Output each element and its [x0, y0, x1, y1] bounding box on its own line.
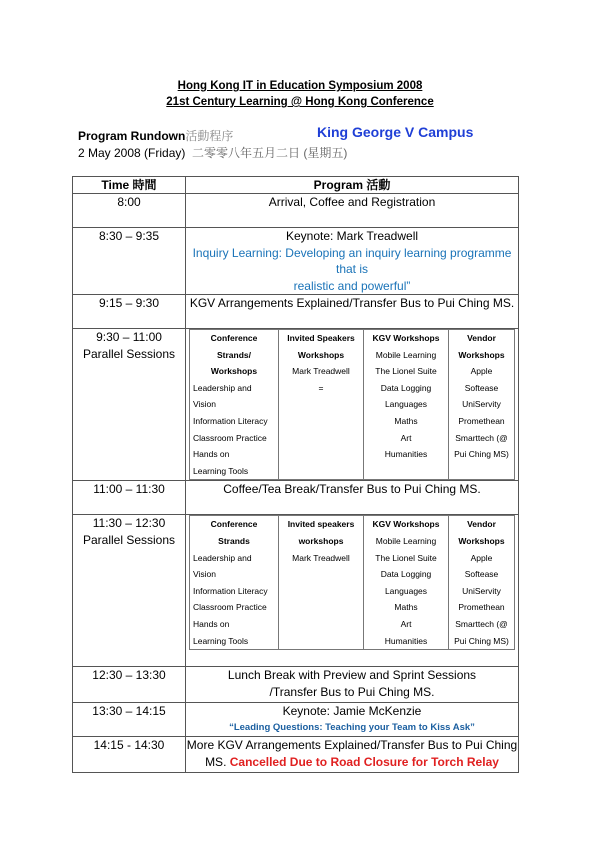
- list-item: Information Literacy: [193, 415, 268, 426]
- list-item: Humanities: [384, 449, 428, 460]
- row-time: 13:30 – 14:15: [73, 703, 186, 737]
- col-heading: Workshops: [458, 349, 505, 360]
- list-item: Languages: [384, 399, 428, 410]
- list-item: Humanities: [384, 635, 428, 646]
- parallel-sessions-cell: [186, 329, 519, 481]
- list-item: Languages: [384, 585, 428, 596]
- table-row: [73, 329, 519, 481]
- list-item: Smarttech (@: [455, 432, 508, 443]
- row-time: 12:30 – 13:30: [73, 667, 186, 703]
- list-item: UniServity: [462, 585, 501, 596]
- row-program: Coffee/Tea Break/Transfer Bus to Pui Ching MS.: [186, 481, 519, 515]
- lunch-line2: /Transfer Bus to Pui Ching MS.: [269, 684, 435, 699]
- session-time: 11:30 – 12:30: [92, 516, 166, 531]
- list-item: =: [318, 382, 324, 393]
- conference-strands-col: [190, 330, 279, 480]
- row-time: [73, 329, 186, 481]
- conference-title: 21st Century Learning @ Hong Kong Conference: [166, 96, 434, 108]
- table-row: [73, 737, 519, 773]
- list-item: Vision: [193, 399, 216, 410]
- row-time: 8:30 – 9:35: [73, 228, 186, 295]
- col-heading: workshops: [298, 535, 344, 546]
- row-time: 14:15 - 14:30: [73, 737, 186, 773]
- list-item: Pui Ching MS): [454, 449, 509, 460]
- list-item: Apple: [470, 552, 493, 563]
- sessions-row: [190, 330, 515, 480]
- list-item: Learning Tools: [193, 465, 249, 476]
- vendor-workshops-col: [449, 516, 515, 650]
- row-time: 11:00 – 11:30: [73, 481, 186, 515]
- col-heading: KGV Workshops: [372, 333, 440, 343]
- list-item: Hands on: [193, 449, 230, 460]
- lunch-line1: Lunch Break with Preview and Sprint Sessions: [227, 668, 477, 683]
- row-time: 8:00: [73, 194, 186, 228]
- table-header-row: [73, 177, 519, 194]
- row-program: KGV Arrangements Explained/Transfer Bus to Pui Ching MS.: [186, 295, 519, 329]
- keynote-subtitle: “Leading Questions: Teaching your Team to Kiss Ask”: [229, 721, 475, 733]
- table-row: [73, 228, 519, 295]
- session-label: Parallel Sessions: [82, 532, 176, 547]
- session-time: 9:30 – 11:00: [96, 330, 162, 344]
- list-item: Promethean: [458, 602, 505, 613]
- table-row: [73, 667, 519, 703]
- campus-name: King George V Campus: [317, 124, 474, 140]
- table-row: [73, 194, 519, 228]
- keynote-title: Keynote: Mark Treadwell: [285, 229, 419, 243]
- list-item: Apple: [470, 366, 493, 377]
- keynote-subtitle-line1: Inquiry Learning: Developing an inquiry learning programme that is: [192, 245, 512, 276]
- list-item: Art: [400, 618, 412, 629]
- list-item: The Lionel Suite: [375, 366, 437, 377]
- col-heading: Vendor: [467, 519, 496, 530]
- list-item: Classroom Practice: [193, 432, 267, 443]
- event-date: [78, 144, 347, 161]
- list-item: Promethean: [458, 415, 505, 426]
- date-cjk: 二零零八年五月二日: [192, 146, 301, 160]
- list-item: The Lionel Suite: [375, 552, 437, 563]
- list-item: Smarttech (@: [455, 618, 508, 629]
- col-heading: Conference: [210, 333, 258, 343]
- list-item: Maths: [394, 602, 418, 613]
- list-item: Pui Ching MS): [454, 635, 509, 646]
- table-row: [73, 295, 519, 329]
- cancellation-notice: Cancelled Due to Road Closure for Torch Relay: [229, 754, 499, 769]
- row-time: [73, 515, 186, 667]
- list-item: Softease: [464, 569, 499, 580]
- list-item: Leadership and: [193, 382, 252, 393]
- row-program: [186, 228, 519, 295]
- col-heading: Vendor: [467, 333, 496, 343]
- kgv-workshops-col: [364, 516, 449, 650]
- list-item: Information Literacy: [193, 585, 268, 596]
- list-item: Data Logging: [380, 382, 432, 393]
- list-item: Data Logging: [380, 569, 432, 580]
- list-item: UniServity: [462, 399, 501, 410]
- col-heading: KGV Workshops: [372, 519, 440, 530]
- col-heading: Workshops: [297, 349, 345, 360]
- symposium-title: Hong Kong IT in Education Symposium 2008: [177, 80, 423, 92]
- list-item: Classroom Practice: [193, 602, 267, 613]
- col-heading: Strands/: [216, 349, 251, 360]
- col-heading: Conference: [210, 519, 258, 530]
- col-heading: Workshops: [458, 535, 505, 546]
- table-row: [73, 703, 519, 737]
- list-item: Art: [400, 432, 412, 443]
- parallel-sessions-table: [189, 329, 515, 480]
- arrangements-ms: MS.: [205, 754, 227, 769]
- table-row: [73, 515, 519, 667]
- conference-strands-col: [190, 516, 279, 650]
- header-time: Time 時間: [73, 177, 186, 194]
- parallel-sessions-cell: [186, 515, 519, 667]
- keynote-title: Keynote: Jamie McKenzie: [282, 704, 422, 719]
- col-heading: Workshops: [210, 366, 258, 377]
- vendor-workshops-col: [449, 330, 515, 480]
- arrangements-line1: More KGV Arrangements Explained/Transfer Bus to Pui Ching: [186, 738, 518, 753]
- schedule-table: [72, 176, 519, 773]
- rundown-en: Program Rundown: [78, 129, 186, 143]
- session-label: Parallel Sessions: [82, 346, 176, 361]
- list-item: Learning Tools: [193, 635, 249, 646]
- rundown-cjk: 活動程序: [185, 129, 234, 143]
- list-item: Leadership and: [193, 552, 252, 563]
- invited-speakers-col: [279, 330, 364, 480]
- table-row: [73, 481, 519, 515]
- row-program: [186, 703, 519, 737]
- list-item: Mobile Learning: [375, 535, 437, 546]
- parallel-sessions-table: [189, 515, 515, 650]
- invited-speakers-col: [279, 516, 364, 650]
- list-item: Maths: [394, 415, 418, 426]
- row-time: 9:15 – 9:30: [73, 295, 186, 329]
- arrangements-line2: [186, 754, 518, 771]
- program-rundown-label: [78, 127, 233, 144]
- list-item: Hands on: [193, 618, 230, 629]
- sessions-row: [190, 516, 515, 650]
- header-program: Program 活動: [186, 177, 519, 194]
- keynote-subtitle-line2: realistic and powerful”: [293, 278, 411, 293]
- date-en: 2 May 2008 (Friday): [78, 146, 186, 160]
- list-item: Softease: [464, 382, 499, 393]
- col-heading: Invited speakers: [287, 519, 355, 530]
- list-item: Mark Treadwell: [292, 366, 350, 377]
- list-item: Mark Treadwell: [292, 552, 350, 563]
- row-program: Arrival, Coffee and Registration: [186, 194, 519, 228]
- list-item: Mobile Learning: [375, 349, 437, 360]
- col-heading: Invited Speakers: [287, 333, 355, 343]
- list-item: Vision: [193, 569, 216, 580]
- row-program: [186, 667, 519, 703]
- weekday-cjk: (星期五): [303, 146, 348, 160]
- row-program: [186, 737, 519, 773]
- col-heading: Strands: [218, 535, 250, 546]
- kgv-workshops-col: [364, 330, 449, 480]
